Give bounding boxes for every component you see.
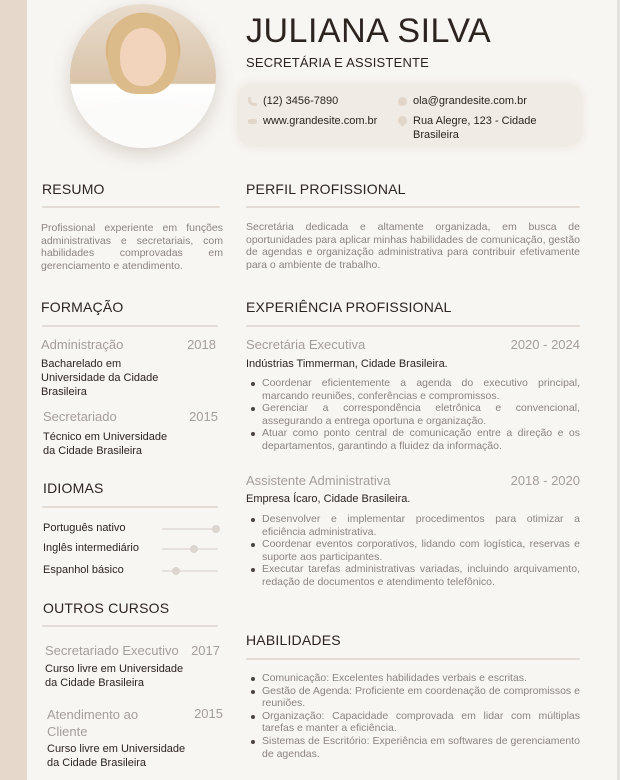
profile-photo	[70, 4, 216, 148]
address-line-2: Brasileira	[413, 129, 459, 141]
email-text[interactable]: ola@grandesite.com.br	[413, 95, 527, 107]
phone-icon	[248, 97, 257, 106]
phone-text: (12) 3456-7890	[263, 95, 339, 107]
education-year: 2018	[187, 337, 216, 352]
courses-divider	[42, 625, 218, 627]
course-detail-line: da Cidade Brasileira	[47, 757, 147, 769]
education-title: Secretariado	[43, 409, 117, 424]
candidate-role: SECRETÁRIA E ASSISTENTE	[246, 55, 430, 70]
language-level-slider	[162, 528, 218, 530]
education-title: Administração	[41, 337, 124, 352]
skill-item: Comunicação: Excelentes habilidades verbais e escritas.	[246, 672, 580, 685]
left-accent-stripe	[0, 0, 27, 780]
course-detail	[47, 742, 185, 770]
job-title: Assistente Administrativa	[246, 473, 391, 488]
address-line-1: Rua Alegre, 123 - Cidade	[413, 115, 537, 127]
education-detail-line: Universidade da Cidade	[41, 372, 159, 384]
skill-item: Sistemas de Escritório: Experiência em softwares de gerenciamento de agendas.	[246, 735, 580, 760]
candidate-name: JULIANA SILVA	[246, 12, 492, 50]
job-duty: Executar tarefas administrativas variadas, incluindo arquivamento, redação de documentos e atendimento telefônico.	[246, 563, 580, 588]
contact-phone	[248, 95, 338, 107]
language-level-slider	[162, 548, 218, 550]
job-years: 2020 - 2024	[510, 337, 580, 352]
profile-heading: PERFIL PROFISSIONAL	[246, 181, 406, 197]
education-detail-line: Bacharelado em	[41, 358, 122, 370]
web-icon	[248, 119, 257, 124]
languages-heading: IDIOMAS	[43, 480, 104, 496]
education-detail-line: Brasileira	[41, 386, 87, 398]
education-detail-line: Técnico em Universidade	[43, 431, 168, 443]
course-detail-line: da Cidade Brasileira	[45, 677, 145, 689]
profile-text: Secretária dedicada e altamente organizada, em busca de oportunidades para aplicar minhas habilidades de comunicação, gestão de agendas e organização administrativa para contribuir efetivamente para o ambiente de trabalho.	[246, 221, 580, 271]
job-duty: Coordenar eventos corporativos, lidando com logística, reservas e suporte aos participantes.	[246, 538, 580, 563]
contact-email[interactable]	[398, 95, 527, 107]
summary-heading: RESUMO	[42, 181, 105, 197]
skill-item: Organização: Capacidade comprovada em lidar com múltiplas tarefas e manter a eficiência.	[246, 710, 580, 735]
website-text[interactable]: www.grandesite.com.br	[263, 115, 378, 127]
slider-knob	[190, 545, 198, 553]
slider-knob	[172, 567, 180, 575]
education-detail	[41, 357, 158, 399]
skill-item: Gestão de Agenda: Proficiente em coordenação de compromissos e reuniões.	[246, 685, 580, 710]
skills-list	[246, 672, 580, 760]
course-title-line: Cliente	[47, 724, 88, 739]
location-pin-icon	[396, 114, 409, 127]
contact-website[interactable]	[248, 115, 377, 127]
summary-divider	[42, 206, 220, 208]
courses-heading: OUTROS CURSOS	[43, 600, 170, 616]
job-title: Secretária Executiva	[246, 337, 366, 352]
summary-text: Profissional experiente em funções administrativas e secretariais, com habilidades comprovadas em gerenciamento e atendimento.	[41, 222, 223, 272]
education-divider	[42, 325, 218, 327]
job-years: 2018 - 2020	[510, 473, 580, 488]
languages-divider	[42, 506, 218, 508]
course-detail-line: Curso livre em Universidade	[47, 743, 186, 755]
experience-divider	[246, 325, 580, 327]
course-year: 2015	[194, 706, 223, 721]
job-duties-list	[246, 377, 580, 453]
course-title: Secretariado Executivo	[45, 643, 179, 658]
job-company: Empresa Ícaro, Cidade Brasileira.	[246, 493, 411, 505]
education-year: 2015	[189, 409, 218, 424]
skills-heading: HABILIDADES	[246, 632, 341, 648]
language-label: Espanhol básico	[43, 564, 124, 576]
job-duty: Atuar como ponto central de comunicação entre a direção e os departamentos, garantindo a fluidez da informação.	[246, 427, 580, 452]
profile-divider	[246, 206, 580, 208]
job-company: Indústrias Timmerman, Cidade Brasileira.	[246, 358, 448, 370]
language-level-slider	[162, 570, 218, 572]
course-detail-line: Curso livre em Universidade	[45, 663, 184, 675]
course-title	[47, 706, 138, 740]
photo-shirt	[80, 102, 206, 148]
experience-heading: EXPERIÊNCIA PROFISSIONAL	[246, 299, 452, 315]
job-duty: Gerenciar a correspondência eletrônica e convencional, assegurando a entrega oportuna e organização.	[246, 402, 580, 427]
language-label: Inglês intermediário	[43, 542, 139, 554]
job-duty: Coordenar eficientemente a agenda do executivo principal, marcando reuniões, conferências e compromissos.	[246, 377, 580, 402]
skills-divider	[246, 658, 580, 660]
job-duty: Desenvolver e implementar procedimentos para otimizar a eficiência administrativa.	[246, 513, 580, 538]
photo-face	[120, 28, 166, 86]
contact-address	[398, 114, 537, 142]
education-detail	[43, 430, 167, 458]
education-detail-line: da Cidade Brasileira	[43, 445, 143, 457]
job-duties-list	[246, 513, 580, 589]
email-icon	[398, 97, 407, 106]
education-heading: FORMAÇÃO	[41, 299, 124, 315]
course-year: 2017	[191, 643, 220, 658]
address-text	[413, 114, 537, 142]
slider-knob	[212, 525, 220, 533]
course-title-line: Atendimento ao	[47, 707, 139, 722]
language-label: Português nativo	[43, 522, 126, 534]
course-detail	[45, 662, 183, 690]
